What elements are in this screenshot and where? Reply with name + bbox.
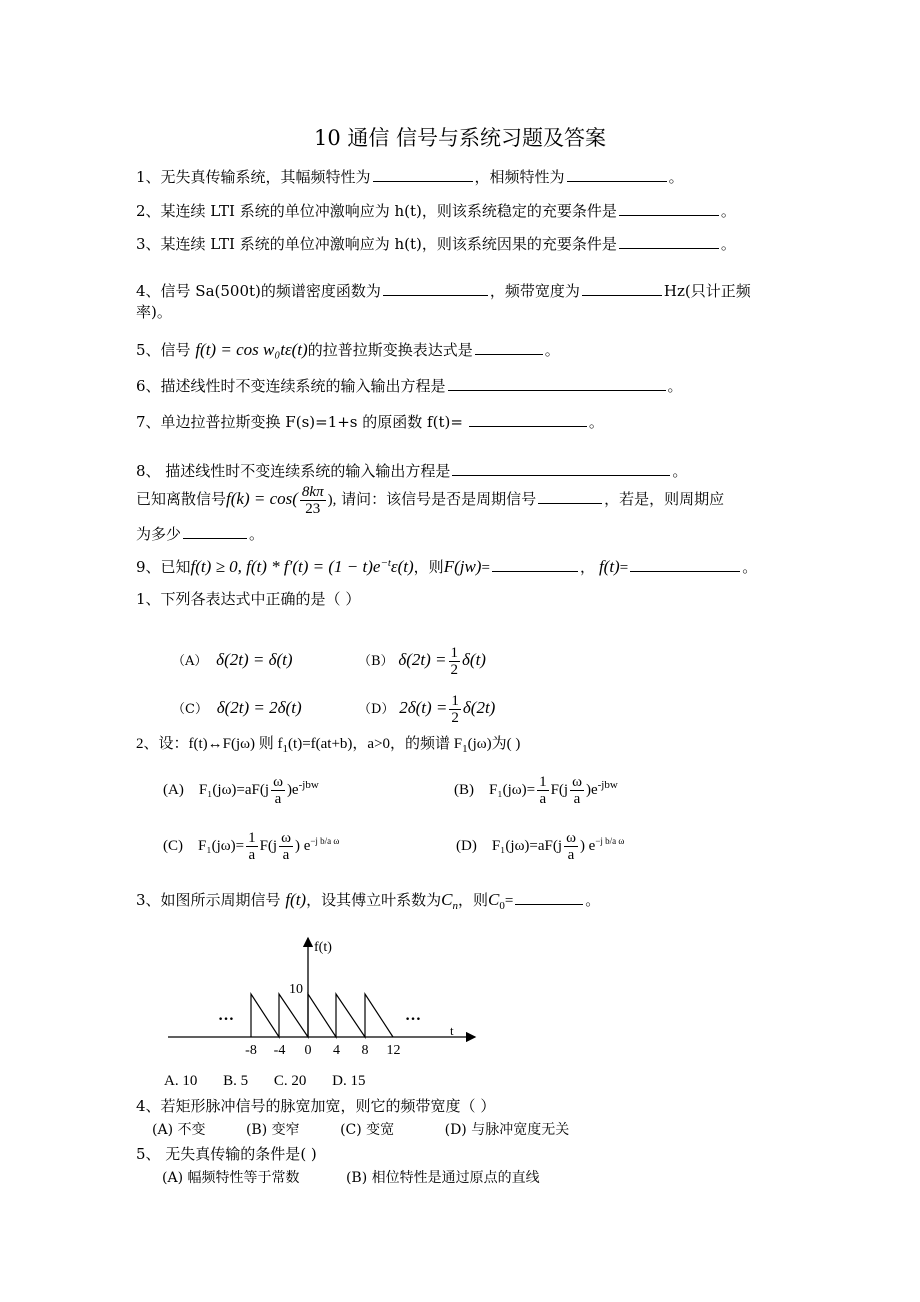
fraction-numerator: 1 [539,774,547,791]
choice-question-1: 1、下列各表达式中正确的是（ ） [136,590,361,608]
formula: f(t) [285,890,307,909]
fraction-denominator: a [567,847,575,864]
question-3-end: 。 [720,235,736,253]
question-4-prefix: 4、信号 Sa(500t)的频谱密度函数为 [136,282,381,300]
question-9-mid: ，则 [413,558,444,576]
fraction-denominator: a [573,791,581,808]
peak-label: 10 [289,982,303,997]
stem-text: 3、如图所示周期信号 [136,891,281,909]
question-4-line2: 率)。 [136,303,172,321]
question-5-prefix: 5、信号 [136,341,191,359]
question-8-text: 8、 描述线性时不变连续系统的输入输出方程是 [136,462,451,480]
question-8-line2-mid: 请问：该信号是否是周期信号 [341,490,537,508]
equals-sign: = [481,560,490,576]
answer-blank[interactable] [619,201,719,216]
separator: ， [579,558,595,576]
answer-blank[interactable] [183,524,247,539]
question-8-line2-prefix: 已知离散信号 [136,490,227,508]
question-4-end: Hz(只计正频 [663,282,751,300]
stem-text: (t)=f(at+b)，a>0，的频谱 F [288,736,463,752]
choice-question-2 [136,733,520,759]
formula: δ(2t) = δ(t) [216,650,293,669]
fraction [564,830,578,863]
tick-label: 4 [333,1043,340,1058]
question-1-mid: ，相频特性为 [474,168,565,186]
fraction [300,484,326,517]
formula: f(t) ≥ 0, f(t) * f′(t) = (1 − t)e [190,557,381,576]
answer-blank[interactable] [373,167,473,182]
fraction [246,830,258,863]
x-axis-label: t [450,1023,454,1038]
ellipsis-right: … [405,1007,421,1024]
stem-text: (jω)为( ) [467,736,521,752]
question-6 [136,376,683,396]
question-6-end: 。 [667,377,683,395]
question-1-end: 。 [668,168,684,186]
formula-superscript: -jbw [298,779,319,791]
equals-sign: = [619,560,629,576]
subscript: 1 [282,743,289,755]
answer-blank[interactable] [492,557,578,572]
choice-2-option-c[interactable] [163,826,339,863]
subscript: n [452,900,458,912]
answer-blank[interactable] [452,461,670,476]
question-3 [136,234,736,254]
option-label: (C) [163,838,183,854]
choice-5-options [162,1168,540,1188]
fraction-denominator: a [248,847,256,864]
equals-sign: = [504,893,514,909]
answer-blank[interactable] [515,890,583,905]
choice-5-option-a[interactable]: (A) 幅频特性等于常数 [162,1170,300,1186]
answer-blank[interactable] [475,340,543,355]
option-label: (B) [454,782,474,798]
question-2-end: 。 [720,202,736,220]
fraction-numerator: ω [281,830,291,847]
formula: F₁(jω)=aF(j [198,782,270,798]
fraction-numerator: 1 [248,830,256,847]
question-5 [136,340,560,360]
option-label: (D) [456,838,477,854]
fraction-denominator: a [282,847,290,864]
choice-question-3 [136,890,600,916]
tick-label: -8 [245,1043,257,1058]
question-5-end: 。 [544,341,560,359]
formula: F₁(jω)= [198,838,245,854]
formula: f(k) = cos( [226,489,298,508]
formula: 2δ(t) = [399,698,448,717]
stem-text: 2、设：f(t)↔F(jω) 则 f [136,736,283,752]
tick-label: -4 [273,1043,286,1058]
fraction-numerator: 8kπ [301,483,324,500]
fraction [449,645,461,678]
periodic-signal-graph [150,930,490,1060]
ellipsis-left: … [218,1007,234,1024]
question-8 [136,461,687,481]
option-label: （B） [358,654,394,669]
answer-blank[interactable] [383,281,488,296]
tick-label: 8 [361,1043,369,1058]
fraction [279,830,293,863]
answer-blank[interactable] [538,489,602,504]
option-label: (A) [163,782,184,798]
formula: f(t) [598,557,620,576]
formula: δ(2t) = [398,650,447,669]
choice-3-option-b[interactable]: B. 5 [223,1073,249,1089]
sawtooth-waveform [251,994,393,1037]
question-9-end: 。 [742,558,758,576]
formula: ) e [294,838,311,854]
fraction [537,774,549,807]
choice-3-option-c[interactable]: C. 20 [273,1073,307,1089]
formula: )e [585,782,598,798]
question-1 [136,167,684,187]
question-8-line3-text: 为多少 [136,525,182,543]
stem-text: 。 [585,891,601,909]
choice-4-options [152,1120,569,1140]
question-6-text: 6、描述线性时不变连续系统的输入输出方程是 [136,377,446,395]
choice-4-option-c[interactable]: (C) 变宽 [340,1122,395,1138]
subscript: 1 [462,743,468,755]
answer-blank[interactable] [630,557,740,572]
page-title: 10 通信 信号与系统习题及答案 [313,126,607,150]
choice-question-5: 5、 无失真传输的条件是( ) [136,1145,317,1163]
formula: F₁(jω)= [489,782,536,798]
question-8-line3 [136,524,264,544]
formula: ε(t) [390,557,414,576]
choice-option-a[interactable] [172,650,293,672]
choice-option-c[interactable] [172,698,302,720]
formula: ) e [579,838,596,854]
fraction [449,693,461,726]
answer-blank[interactable] [469,412,587,427]
formula: δ(2t) = 2δ(t) [216,698,302,717]
question-8-line3-end: 。 [249,525,265,543]
answer-blank[interactable] [582,281,662,296]
choice-2-option-a[interactable] [163,770,319,807]
y-axis-label: f(t) [314,940,332,955]
formula: F₁(jω)=aF(j [491,838,563,854]
choice-3-option-a[interactable]: A. 10 [164,1073,198,1089]
fraction-numerator: ω [273,774,283,791]
formula-close: ), [327,492,337,508]
tick-labels [245,1043,400,1058]
question-2 [136,201,736,221]
question-8-line2 [136,482,724,517]
choice-3-option-d[interactable]: D. 15 [332,1073,366,1089]
question-1-prefix: 1、无失真传输系统，其幅频特性为 [136,168,371,186]
answer-blank[interactable] [619,234,719,249]
option-label: （D） [358,702,395,717]
choice-4-option-b[interactable]: (B) 变窄 [245,1122,300,1138]
formula: )e [286,782,299,798]
fraction-numerator: ω [572,774,582,791]
fraction [570,774,584,807]
choice-4-option-d[interactable]: (D) 与脉冲宽度无关 [444,1122,570,1138]
choice-5-option-b[interactable]: (B) 相位特性是通过原点的直线 [345,1170,540,1186]
formula: C [441,890,453,909]
answer-blank[interactable] [567,167,667,182]
formula-superscript: −j b/a ω [310,836,340,846]
fraction [271,774,285,807]
question-7-text: 7、单边拉普拉斯变换 F(s)=1+s 的原函数 f(t)= [136,413,463,431]
option-label: （C） [172,702,208,717]
fraction-numerator: 1 [451,692,459,709]
formula: δ(t) [462,650,486,669]
question-7 [136,412,604,432]
stem-text: ，则 [457,891,488,909]
choice-option-d[interactable] [358,688,495,730]
answer-blank[interactable] [448,376,666,391]
formula: C [487,890,500,909]
option-label: （A） [172,654,208,669]
formula: δ(2t) [462,698,496,717]
formula: F(j [259,838,278,854]
choice-2-option-b[interactable] [454,770,618,807]
question-8-end: 。 [672,462,688,480]
fraction-numerator: ω [566,830,576,847]
question-5-suffix: 的拉普拉斯变换表达式是 [307,341,473,359]
choice-question-4: 4、若矩形脉冲信号的脉宽加宽，则它的频带宽度（ ） [136,1097,496,1115]
question-3-text: 3、某连续 LTI 系统的单位冲激响应为 h(t)，则该系统因果的充要条件是 [136,235,617,253]
choice-option-b[interactable] [358,640,486,682]
fraction-numerator: 1 [450,644,459,661]
choice-2-option-d[interactable] [456,826,624,863]
tick-label: 0 [304,1043,312,1058]
question-8-line2-mid2: ，若是，则周期应 [604,490,725,508]
formula-superscript: −t [380,557,391,569]
formula-superscript: -jbw [597,779,618,791]
formula: F(j [550,782,569,798]
stem-text: ，设其傅立叶系数为 [306,891,442,909]
question-2-text: 2、某连续 LTI 系统的单位冲激响应为 h(t)，则该系统稳定的充要条件是 [136,202,617,220]
tick-label: 12 [386,1043,401,1058]
subscript: 0 [499,900,505,912]
fraction-denominator: a [539,791,547,808]
formula: f(t) = cos w₀tε(t) [195,340,308,359]
question-7-end: 。 [588,413,604,431]
choice-4-option-a[interactable]: (A) 不变 [152,1122,206,1138]
fraction-denominator: a [274,791,282,808]
fraction-denominator: 2 [450,661,459,678]
question-4-mid: ，频带宽度为 [489,282,580,300]
formula-superscript: −j b/a ω [595,836,625,846]
question-9 [136,553,757,578]
formula: F(jw) [443,557,482,576]
question-4 [136,281,751,301]
fraction-denominator: 23 [305,500,321,517]
choice-3-options [164,1071,365,1091]
question-9-prefix: 9、已知 [136,558,191,576]
fraction-denominator: 2 [451,709,459,726]
